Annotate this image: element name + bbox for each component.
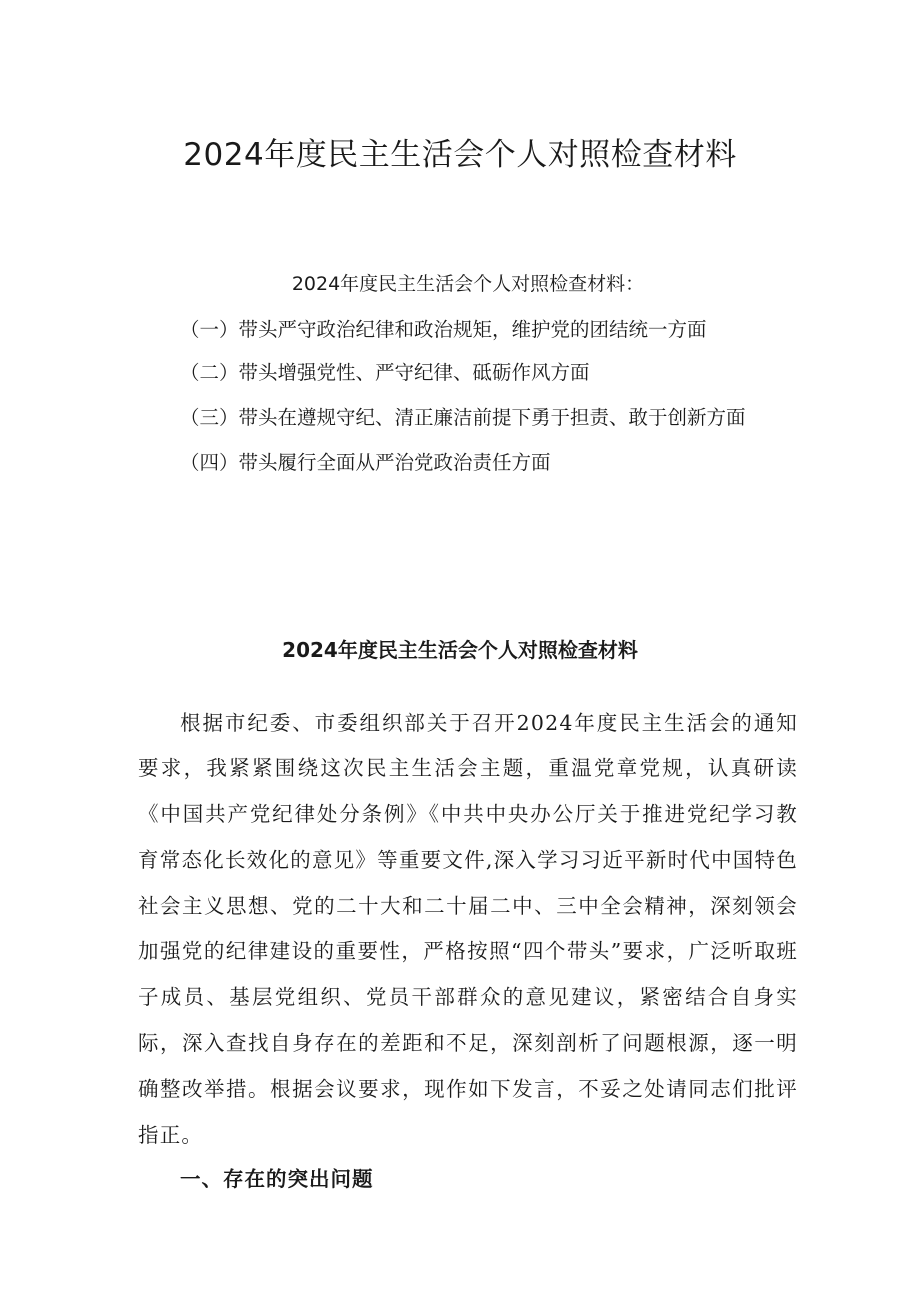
toc-item: （三）带头在遵规守纪、清正廉洁前提下勇于担责、敢于创新方面: [180, 406, 746, 429]
document-title: 2024年度民主生活会个人对照检查材料: [183, 136, 737, 173]
toc-item: （一）带头严守政治纪律和政治规矩，维护党的团结统一方面: [180, 318, 707, 341]
section-heading: 一、存在的突出问题: [180, 1167, 374, 1191]
body-paragraph: 根据市纪委、市委组织部关于召开2024年度民主生活会的通知要求，我紧紧围绕这次民主生活会主题，重温党章党规，认真研读《中国共产党纪律处分条例》《中共中央办公厅关于推进党纪学习教育常态化长效化的意见》等重要文件,深入学习习近平新时代中国特色社会主义思想、党的二十大和二十届二中、三中全会精神，深刻领会加强党的纪律建设的重要性，严格按照“四个带头”要求，广泛听取班子成员、基层党组织、党员干部群众的意见建议，紧密结合自身实际，深入查找自身存在的差距和不足，深刻剖析了问题根源，逐一明确整改举措。根据会议要求，现作如下发言，不妥之处请同志们批评指正。: [138, 710, 798, 1147]
toc-heading: 2024年度民主生活会个人对照检查材料：: [291, 273, 645, 295]
toc-item: （四）带头履行全面从严治党政治责任方面: [180, 451, 551, 474]
body-heading: 2024年度民主生活会个人对照检查材料: [282, 638, 638, 662]
toc-item: （二）带头增强党性、严守纪律、砥砺作风方面: [180, 361, 590, 384]
table-of-contents: [138, 268, 798, 488]
